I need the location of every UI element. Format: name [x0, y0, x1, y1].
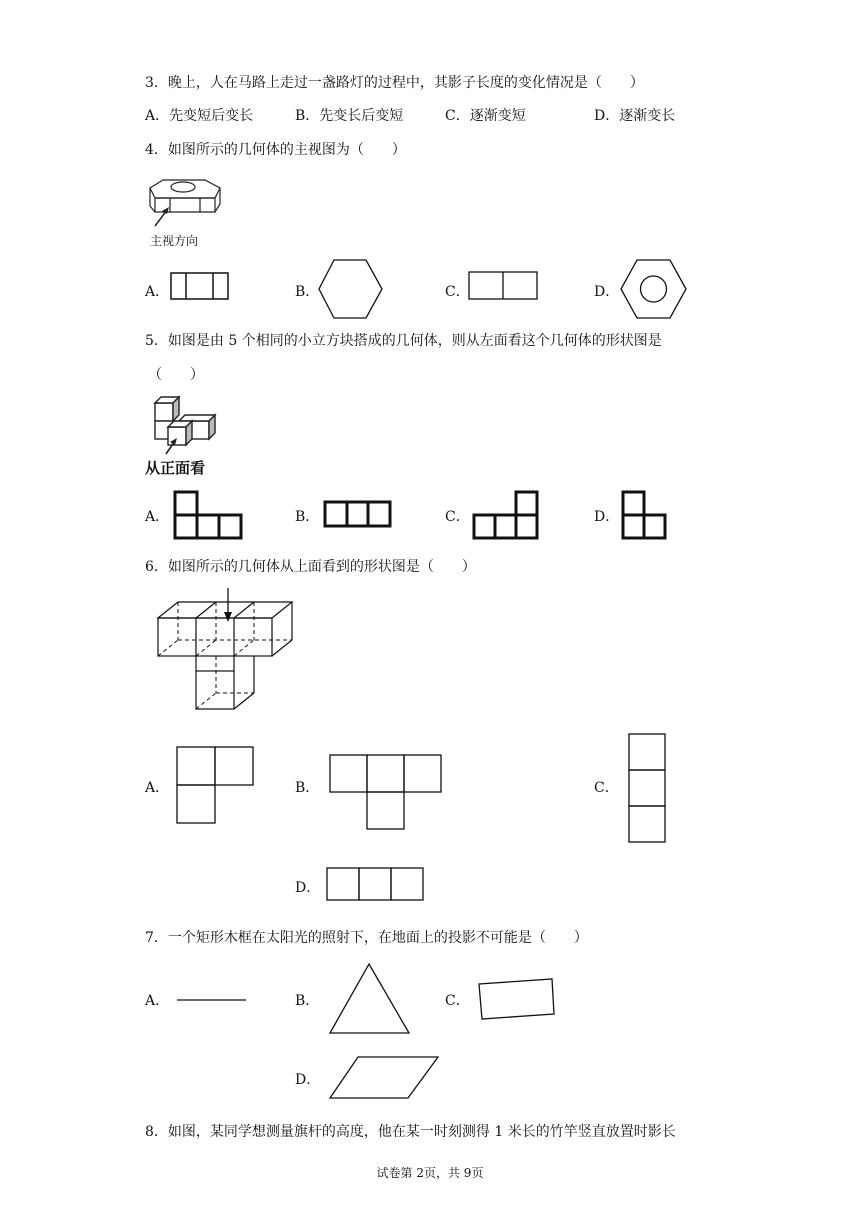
cube-stack-figure — [150, 394, 225, 454]
q3-option-b[interactable]: B．先变长后变短 — [295, 108, 404, 124]
q6-label-b[interactable]: B． — [295, 780, 320, 796]
q6-label-d[interactable]: D． — [295, 880, 321, 896]
q3-option-a[interactable]: A．先变短后变长 — [145, 108, 254, 124]
t-shaped-solid-figure — [155, 588, 300, 713]
q5-option-b-figure — [323, 500, 393, 530]
q6-label-a[interactable]: A． — [145, 780, 170, 796]
hex-nut-figure — [145, 176, 225, 226]
q5-option-c-figure — [472, 490, 540, 540]
q7-label-a[interactable]: A． — [145, 993, 170, 1009]
q5-figure-caption: 从正面看 — [145, 459, 206, 477]
q6-stem: 6．如图所示的几何体从上面看到的形状图是（ ） — [145, 559, 476, 575]
q5-label-a[interactable]: A． — [145, 509, 170, 525]
q5-stem-cont: （ ） — [148, 367, 204, 383]
q4-figure-caption: 主视方向 — [150, 234, 199, 248]
q5-label-b[interactable]: B． — [295, 509, 320, 525]
page-footer: 试卷第 2页，共 9页 — [376, 1166, 484, 1180]
q3-option-c[interactable]: C．逐渐变短 — [445, 108, 526, 124]
q3-option-d[interactable]: D．逐渐变长 — [594, 108, 676, 124]
q7-option-d-parallelogram — [328, 1054, 442, 1102]
q8-stem: 8．如图，某同学想测量旗杆的高度，他在某一时刻测得 1 米长的竹竿竖直放置时影长 — [145, 1124, 676, 1140]
q6-option-b-figure — [329, 754, 445, 832]
q7-stem: 7．一个矩形木框在太阳光的照射下，在地面上的投影不可能是（ ） — [145, 930, 588, 946]
q5-option-a-figure — [173, 490, 245, 540]
q5-label-d[interactable]: D． — [594, 509, 620, 525]
q4-label-a[interactable]: A． — [145, 284, 170, 300]
q5-stem: 5．如图是由 5 个相同的小立方块搭成的几何体，则从左面看这个几何体的形状图是 — [145, 333, 662, 349]
q4-stem: 4．如图所示的几何体的主视图为（ ） — [145, 142, 406, 158]
q6-option-d-figure — [326, 867, 428, 903]
q4-option-b-hexagon — [318, 258, 384, 320]
q7-label-b[interactable]: B． — [295, 993, 320, 1009]
q4-label-d[interactable]: D． — [594, 284, 620, 300]
q6-option-a-figure — [176, 746, 256, 826]
q3-stem: 3．晚上，人在马路上走过一盏路灯的过程中，其影子长度的变化情况是（ ） — [145, 75, 644, 91]
q4-option-d-hexagon-circle — [620, 258, 688, 320]
q4-option-a-figure — [170, 272, 230, 302]
q5-label-c[interactable]: C． — [445, 509, 470, 525]
q6-label-c[interactable]: C． — [594, 780, 619, 796]
q7-option-c-rectangle — [477, 978, 557, 1022]
q4-option-c-figure — [468, 271, 540, 301]
q7-option-b-triangle — [328, 962, 412, 1036]
q7-label-d[interactable]: D． — [295, 1072, 321, 1088]
q7-label-c[interactable]: C． — [445, 993, 470, 1009]
q5-option-d-figure — [621, 490, 669, 540]
q7-option-a-line-segment — [176, 998, 248, 1002]
q6-option-c-figure — [628, 733, 668, 845]
q4-label-c[interactable]: C． — [445, 284, 470, 300]
q4-label-b[interactable]: B． — [295, 284, 320, 300]
